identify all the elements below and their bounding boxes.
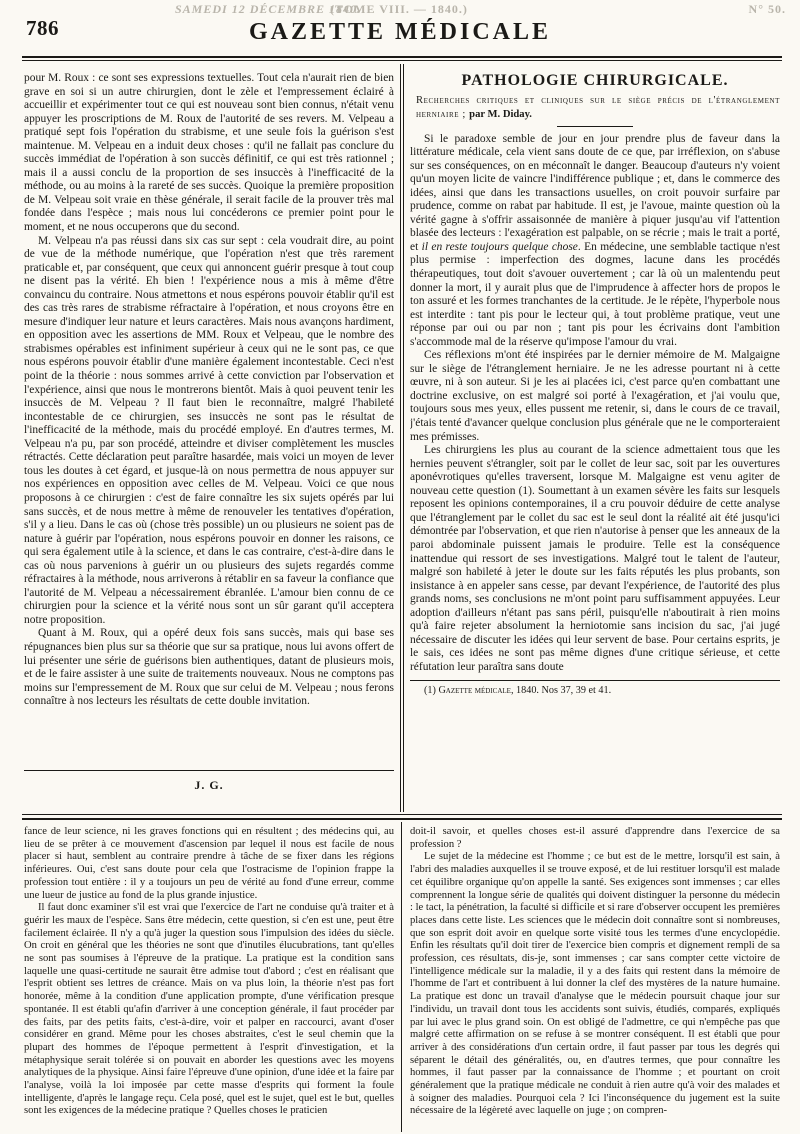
footnote-text: , 1840. Nos 37, 39 et 41. — [510, 685, 612, 697]
paragraph: M. Velpeau n'a pas réussi dans six cas sur sept : cela voudrait dire, au point de vue de la méthode numérique, que l'opération n'est que très rarement praticable et, par conséquent, que ceux qui annoncent guérir presque à tout coup ne disent pas la vérité. Eh bien ! l'expérience nous a mis à même d'être convaincu du contraire. Nous atmettons et nous espérons pouvoir établir qu'il est des cas très rares de strabisme réfractaire à l'opération, et nous croyons être en mesure d'indiquer leur nature et leurs caractères. Mais nous avançons hardiment, en opposition avec les assertions de MM. Roux et Velpeau, que le nombre des strabismes opérables est infiniment supérieur à ceux qui ne le sont pas, ce que nous espérons pouvoir établir d'une manière également incontestable. Ceci n'est point de la théorie : nous sommes arrivé à cette conviction par l'observation et l'expérience, ainsi que nous le montrerons bientôt. Mais à quoi peuvent tenir les insuccès de M. Velpeau ? Il faut bien le reconnaître, malgré l'habileté incontestable de ce chirurgien, ses insuccès ne sont pas le résultat de l'inefficacité de la méthode, mais du procédé employé. En d'autres termes, M. Velpeau n'a pu, par son procédé, atteindre et diviser complètement les muscles rétractés. Cette déclaration peut paraître hasardée, mais voici un moyen de lever tous les doutes à cet égard, et jusque-là on nous permettra de nous appuyer sur nos expériences en opposition avec celles de M. Velpeau. Voici ce que nous proposons à ce chirurgien : c'est de faire connaître les six sujets opérés par lui sans succès, et de nous mettre à même de renouveler les tentatives d'opération, s'il y a lieu. Dans le cas où (chose très possible) un ou plusieurs ne soient pas de nature à guérir par l'opération, nous espérons pouvoir en donner les raisons, ce qui sera également utile à la science, et dans le cas contraire, c'est-à-dire dans le cas où nous parvenions à guérir un ou plusieurs des sujets regardés comme réfractaires à la méthode, nous arriverons à rétablir en sa faveur la confiance que l'autorité de M. Velpeau a nécessairement ébranlée. L'amour bien connu de ce chirurgien pour la science et la vérité nous sont un sûr garant qu'il acceptera notre proposition. — [24, 234, 394, 626]
article-title — [416, 94, 780, 122]
left-column-top — [24, 72, 394, 804]
left-column-bottom — [24, 826, 394, 1132]
paragraph: Il faut donc examiner s'il est vrai que l'exercice de l'art ne conduise qu'à traiter et à guérir les maux de l'espèce. Sans être médecin, cette question, si c'en est une, peut être facilement éclairée. Il n'y a qu'à juger la question sous l'impulsion des idées du siècle. On croit en général que les théories ne sont que d'inutiles élucubrations, tant qu'elles ne sont pas soumises à l'épreuve de la pratique. La pratique est la condition sans laquelle une quasi-certitude ne saurait être admise tout d'abord ; c'est en réalisant que l'esprit obtient ses lettres de créance. Mais on va plus loin, la théorie n'est pas fort honorée, même à la condition d'une application prompte, d'une vérification presque spontanée. Il est établi qu'afin d'arriver à une conception générale, il faut procéder par des faits, par des petits faits, c'est-à-dire, voir et palper en raccourci, avant d'oser considérer en grand. Même pour les choses abstraites, c'est le seul chemin que la plupart des hommes de l'époque permettent à l'esprit d'investigation, et la métaphysique serait tolérée si on pouvait en aborder les questions avec les moyens analytiques de la physique. Ainsi faire l'épreuve d'une opinion, d'une idée et la faire par l'analyse, voilà la loi imposée par cette masse d'esprits qui forment la foule intelligente, d'après le langage reçu. Cela posé, quel est le sujet, quel est le but, quelles sont les exigences de la médecine pratique ? Quelles choses le praticien — [24, 902, 394, 1117]
footnote-rule — [410, 680, 780, 681]
paragraph: pour M. Roux : ce sont ses expressions textuelles. Tout cela n'aurait rien de bien grave en soi si un autre chirurgien, dont le zèle et l'empressement éclairé à accueillir et expérimenter tout ce qui est nouveau sont bien connus, n'était venu appuyer les proscriptions de M. Roux de l'autorité de ses revers. M. Velpeau a pratiqué sept fois l'opération du strabisme, et une seule fois la guérison s'est maintenue. M. Velpeau en a induit deux choses : qu'il ne fallait pas conclure du succès immédiat de l'opération à son succès définitif, ce qui est très rationnel ; mais il a aussi conclu de la proportion de ses insuccès à l'inefficacité de la méthode, ou au moins à la rareté de ses succès. Quoique la première proposition de M. Velpeau soit vraie en thèse générale, il serait facile de la prouver très mal fondée dans l'espèce ; mais nous lui concéderons ce premier point pour le moment, et ne nous occuperons que du second. — [24, 72, 394, 234]
section-divider — [22, 814, 782, 815]
author-signature: J. G. — [194, 778, 224, 792]
article-author: par M. Diday. — [469, 108, 532, 120]
right-column-bottom — [410, 826, 780, 1132]
issue-number-ghost: N° 50. — [748, 2, 786, 16]
page-number: 786 — [26, 16, 59, 40]
section-title: PATHOLOGIE CHIRURGICALE. — [461, 72, 729, 89]
footnote — [410, 684, 780, 698]
paragraph: Le sujet de la médecine est l'homme ; ce but est de le mettre, lorsqu'il est sain, à l'abri des maladies auxquelles il se trouve exposé, et de lui restituer lorsqu'il est malade cet équilibre organique qu'on appelle la santé. Ses exigences sont immenses ; car elles comprennent la longue série de qualités qui doivent distinguer la personne du médecin : le tact, la pénétration, la faculté si difficile et si rare d'observer occupent les premières places dans cette liste. Les sciences que le médecin doit connaître sont si nombreuses, que son esprit doit avoir en quelque sorte visité tous les termes d'une encyclopédie. Enfin les résultats qu'il doit tirer de l'exercice bien compris et dignement rempli de sa profession, ces résultats, dis-je, sont immenses ; car sans compter cette victoire de l'intelligence médicale sur la maladie, il y a des faits qui restent dans la mémoire de l'homme de l'art et contribuent à lui donner la clef des mystères de la nature humaine. La pratique est donc un travail d'analyse que le médecin poursuit chaque jour sur l'individu, un travail dont tous les accidents sont suivis, étudiés, comparés, expliqués par lui avec le plus grand soin. On est obligé de l'admettre, ce qui n'empêche pas que malgré cette affirmation on se refuse à se montrer conséquent. Il est établi que pour arriver à des considérations d'un certain ordre, il faut passer par tous les degrés qui séparent le détail des généralités, ou, en d'autres termes, que pour connaître les hommes, il faut passer par la connaissance de l'homme ; et pourtant on croit généralement que la pratique médicale ne conduit à rien autre qu'à voir des malades et à soigner des maladies. Pourquoi cela ? Ici l'inconséquence du jugement est la suite nécessaire de la légèreté avec laquelle on juge ; on compren- — [410, 851, 780, 1117]
paragraph: Ces réflexions m'ont été inspirées par le dernier mémoire de M. Malgaigne sur le siège de l'étranglement herniaire. Je ne les adresse pourtant ni à cette œuvre, ni à son auteur. Si je les ai placées ici, c'est parce qu'en combattant une doctrine exclusive, on est malgré soi porté à l'exagération, et j'ai voulu que, toujours sous mes yeux, elles pussent me retenir, si, dans le cours de ce travail, j'étais tenté d'avancer quelque conclusion plus générale que ne le comporteraient mes prémisses. — [410, 349, 780, 443]
column-divider — [403, 64, 404, 812]
footnote-journal: Gazette médicale — [438, 685, 511, 697]
header-rule-thin — [22, 60, 782, 61]
paragraph: fance de leur science, ni les graves fonctions qui en résultent ; des médecins qui, au lieu de se prêter à ce mouvement d'ascension par lequel il nous est facile de nous placer si haut, semblent au contraire prendre à tâche de se fixer dans les régions inférieures. Oui, c'est sans doute pour cela que l'ostracisme de l'opinion frappe la profession tout entière : il y a toujours un peu de vérité au fond d'une erreur, comme une lueur de justice au fond de la plus grande injustice. — [24, 826, 394, 901]
paragraph-text: . En médecine, une semblable tactique n'est plus permise : imperfection des dogmes, lacune dans les procédés thérapeutiques, tout doit s'avouer ouvertement ; car là où un malentendu peut donner la mort, il y aurait plus que de l'imprudence à affecter hors de propos le ton assuré et les formes tranchantes de la certitude. Je le répète, l'hyperbole nous est interdite : tant pis pour le lecteur qui, à tout problème pratique, veut une réponse par oui ou par non ; tant pis pour les écrivains dont l'ambition s'accommode mal de la réserve qu'impose l'amour du vrai. — [410, 240, 780, 348]
footnote-marker: (1) — [424, 685, 439, 697]
paragraph — [410, 133, 780, 350]
journal-title: GAZETTE MÉDICALE — [248, 19, 552, 45]
tome-ghost: (TOME VIII. — 1840.) — [330, 2, 468, 16]
issue-date-ghost: SAMEDI 12 DÉCEMBRE 1840. — [175, 2, 362, 16]
header-rule — [22, 56, 782, 58]
column-divider — [400, 64, 401, 812]
italic-phrase: il en reste toujours quelque chose — [421, 240, 578, 253]
paragraph: doit-il savoir, et quelles choses est-il assuré d'apprendre dans l'exercice de sa profession ? — [410, 826, 780, 850]
column-divider-bottom — [401, 822, 402, 1132]
paragraph: Quant à M. Roux, qui a opéré deux fois sans succès, mais qui base ses répugnances bien plus sur sa théorie que sur sa pratique, nous lui avons offert de lui présenter une série de guérisons bien authentiques, datant de plusieurs mois, et de le faire assister à une suite de traitements nouveaux. Nous ne comptons pas moins sur l'empressement de M. Roux que sur celui de M. Velpeau ; nous ferons connaître à nos lecteurs les résultats de cette double invitation. — [24, 627, 394, 708]
signature-rule — [24, 770, 394, 771]
paragraph: Les chirurgiens les plus au courant de la science admettaient tous que les hernies peuvent s'étrangler, soit par le collet de leur sac, soit par les ouvertures aponévrotiques qu'elles traversent, lorsque M. Malgaigne est venu agiter de nouveau cette question (1). Soumettant à un examen sévère les faits sur lesquels reposent les opinions contemporaines, il a cru pouvoir déduire de cette analyse que l'étranglement par le collet du sac est le seul dont la réalité ait été jusqu'ici démontrée par l'observation, et que rien n'autorise à penser que les anneaux de la paroi abdominale puissent jamais le produire. Telle est la conséquence inattendue qui ressort de ses investigations. Malgré tout le talent de l'auteur, malgré son habileté à jeter le doute sur les faits réputés les plus probants, son insistance à en appeler sans cesse, par devant l'expérience, de l'autorité des plus grands noms, ses conclusions ne m'ont point paru suffisamment appuyées. Leur adoption d'ailleurs n'étant pas sans péril, puisqu'elle n'aboutirait à rien moins qu'à faire rejeter absolument la herniotomie sans incision du sac, j'ai jugé nécessaire de discuter les idées qui leur servent de base. Pour certains esprits, je le sais, ces idées ne sont pas même dignes d'une critique sérieuse, et cette réfutation leur paraîtra sans doute — [410, 444, 780, 673]
article-title-text: Recherches critiques et cliniques sur le siège précis de l'étranglement herniaire ; — [416, 94, 780, 120]
title-rule — [557, 126, 633, 127]
section-divider-thick — [22, 818, 782, 820]
paragraph-text: Si le paradoxe semble de jour en jour prendre plus de faveur dans la littérature médicale, cela vient sans doute de ce que, par irréflexion, on s'abuse sur ses conséquences, on en méconnaît le danger. Beaucoup d'auteurs n'y voient qu'un moyen licite de vaincre l'indifférence publique ; et, dans le commerce des idées, ainsi que dans les transactions usuelles, on croit pouvoir surfaire par prudence, comme on rabat par habitude. Il est, je l'avoue, mainte question où la vérité gagne à s'offrir assaisonnée de manière à piquer jusqu'au vif l'attention blasée des lecteurs : l'exagération est palpable, on se récrie ; mais le trait a porté, et — [410, 132, 780, 253]
right-column-top — [410, 72, 780, 812]
